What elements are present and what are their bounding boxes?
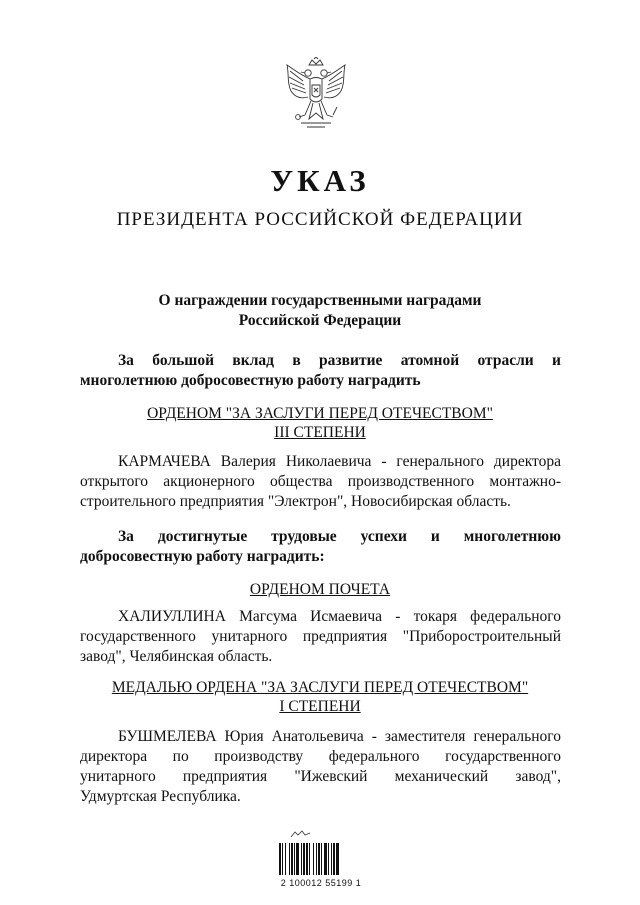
section-2-recipient: [80, 607, 561, 667]
section-1-recipient-line-3: строительного предприятия "Электрон", Новосибирская область.: [80, 493, 511, 510]
section-2-recipient-line-1: ХАЛИУЛЛИНА Магсума Исмаевича - токаря федерального: [118, 608, 561, 625]
section-3-recipient-line-2: директора по производству федерального государственного: [80, 748, 561, 765]
section-2-recipient-line-2: государственного унитарного предприятия "Приборостроительный: [80, 628, 561, 645]
section-1-intro: [80, 351, 561, 391]
section-2-award-line-1: ОРДЕНОМ ПОЧЕТА: [249, 581, 391, 598]
section-3-award-line-1: МЕДАЛЬЮ ОРДЕНА "ЗА ЗАСЛУГИ ПЕРЕД ОТЕЧЕСТВОМ": [111, 679, 529, 696]
section-2-award: [0, 580, 640, 599]
section-2-intro-line-1: За достигнутые трудовые успехи и многолетнюю: [118, 528, 561, 545]
section-1-intro-line-1: За большой вклад в развитие атомной отрасли и: [118, 352, 561, 369]
decree-heading-line-2: Российской Федерации: [238, 312, 402, 329]
section-1-award-line-2: III СТЕПЕНИ: [274, 424, 366, 441]
section-1-award-line-1: ОРДЕНОМ "ЗА ЗАСЛУГИ ПЕРЕД ОТЕЧЕСТВОМ": [147, 405, 493, 422]
section-3-recipient-line-4: Удмуртская Республика.: [80, 788, 241, 805]
section-2-intro-line-2: добросовестную работу наградить:: [80, 548, 325, 565]
section-3-recipient-line-1: БУШМЕЛЕВА Юрия Анатольевича - заместителя генерального: [118, 728, 561, 745]
section-1-award: [0, 404, 640, 442]
section-2-recipient-line-3: завод", Челябинская область.: [80, 648, 273, 665]
section-1-intro-line-2: многолетнюю добросовестную работу наградить: [80, 372, 421, 389]
section-2-intro: [80, 527, 561, 567]
document-subtitle: ПРЕЗИДЕНТА РОССИЙСКОЙ ФЕДЕРАЦИИ: [116, 209, 524, 230]
coat-of-arms-emblem: [281, 57, 351, 137]
section-1-recipient-line-1: КАРМАЧЕВА Валерия Николаевича - генерального директора: [118, 453, 561, 470]
decree-heading-line-1: О награждении государственными наградами: [158, 292, 482, 309]
section-1-recipient: [80, 452, 561, 512]
section-3-award-line-2: I СТЕПЕНИ: [279, 698, 361, 715]
barcode-number: 2 100012 55199 1: [280, 878, 362, 888]
section-3-recipient: [80, 727, 561, 807]
section-1-recipient-line-2: открытого акционерного общества производственного монтажно-: [80, 473, 561, 490]
section-3-award: [0, 678, 640, 716]
barcode-icon: [279, 843, 357, 875]
document-title: УКАЗ: [270, 163, 370, 198]
page-mark-icon: [289, 829, 313, 839]
section-3-recipient-line-3: унитарного предприятия "Ижевский механический завод",: [80, 768, 561, 785]
